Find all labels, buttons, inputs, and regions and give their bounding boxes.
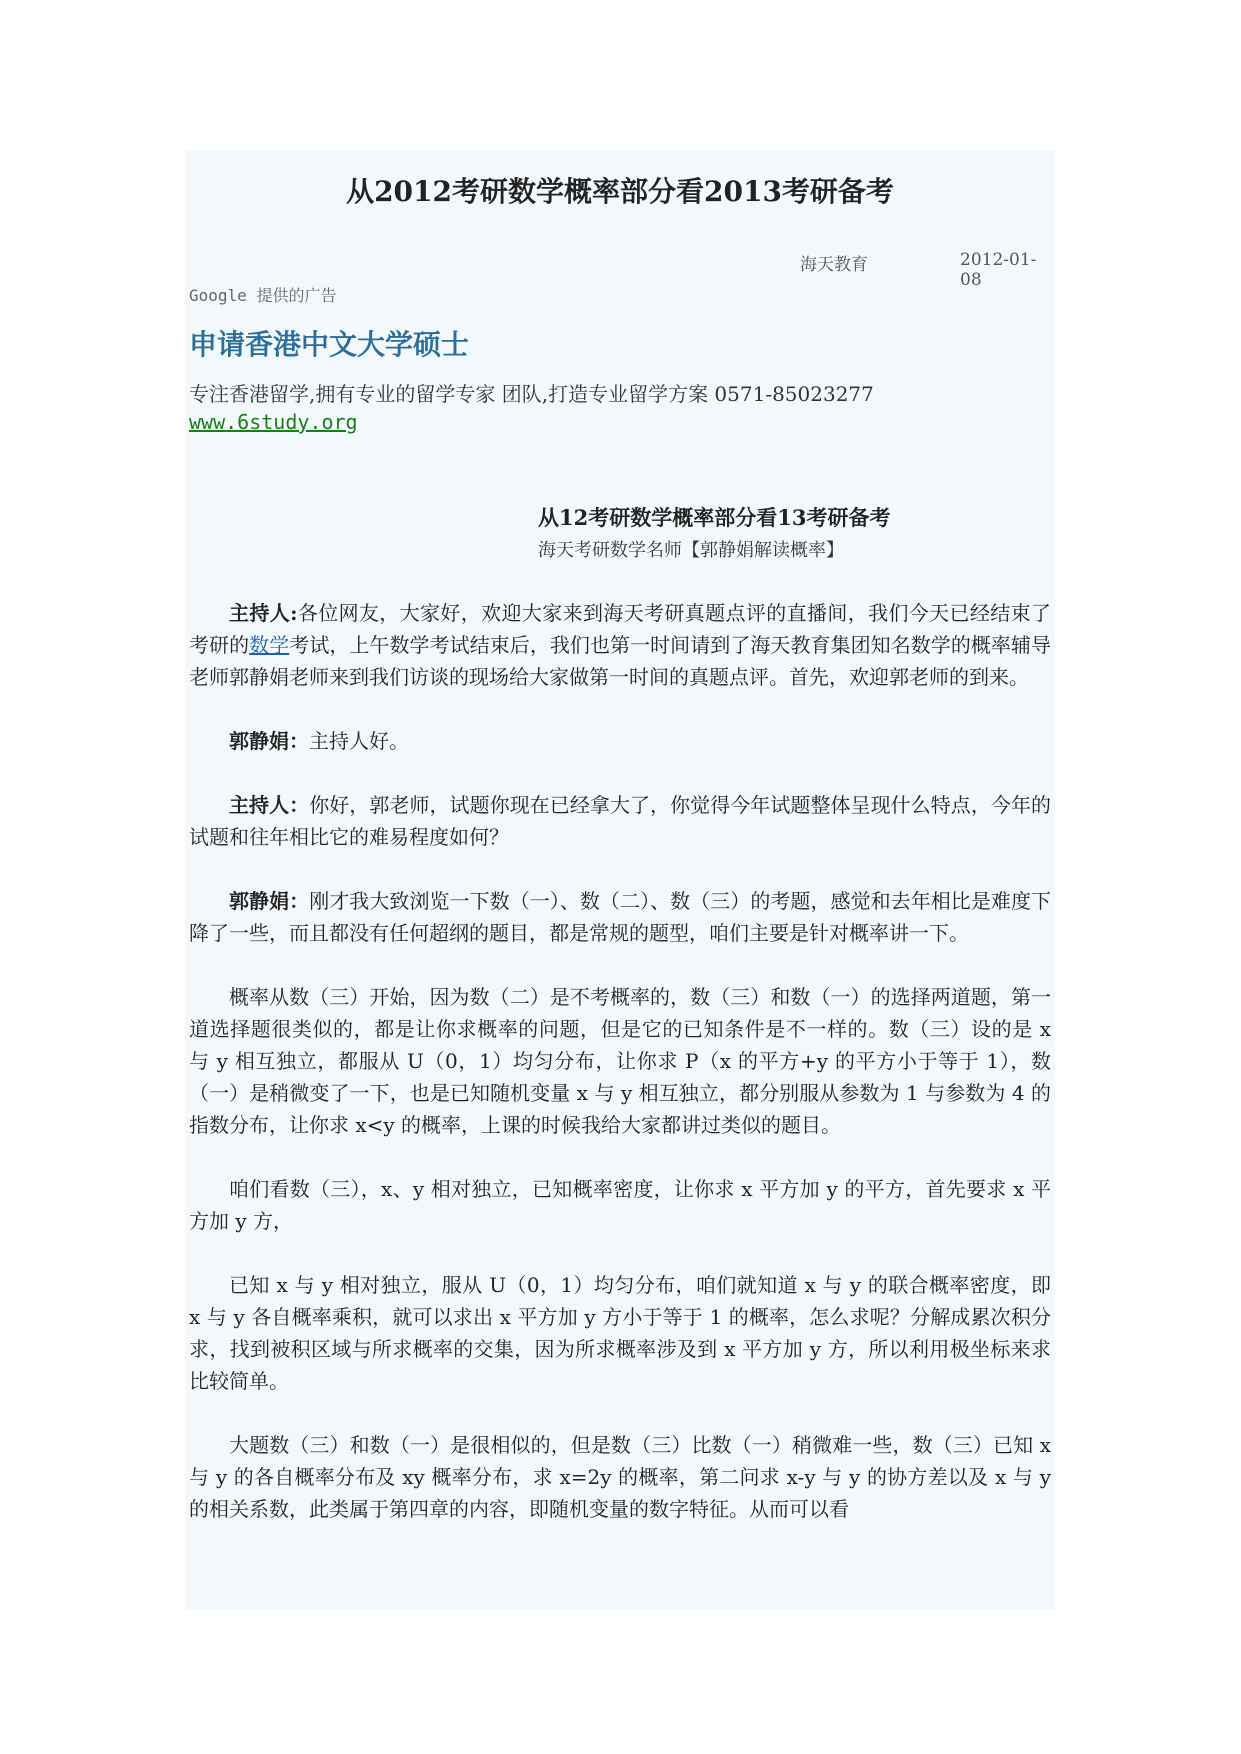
paragraph-host-intro — [189, 597, 1051, 693]
article-date: 2012-01-08 — [960, 250, 1037, 290]
ad-label-suffix: 提供的广告 — [256, 286, 337, 305]
ad-description: 专注香港留学,拥有专业的留学专家 团队,打造专业留学方案 0571-85023277 — [189, 382, 874, 406]
paragraph-host-question — [189, 789, 1051, 853]
paragraph-text: 考试，上午数学考试结束后，我们也第一时间请到了海天教育集团知名数学的概率辅导老师郭静娟老师来到我们访谈的现场给大家做第一时间的真题点评。首先，欢迎郭老师的到来。 — [189, 633, 1052, 689]
article-source: 海天教育 — [800, 255, 868, 275]
paragraph-math3-analysis: 咱们看数（三），x、y 相对独立，已知概率密度，让你求 x 平方加 y 的平方，首先要求 x 平方加 y 方， — [189, 1177, 1051, 1233]
speaker-label: 主持人： — [229, 793, 310, 817]
speaker-label: 主持人: — [229, 601, 298, 625]
paragraph-probability-overview: 概率从数（三）开始，因为数（二）是不考概率的，数（三）和数（一）的选择两道题，第一道选择题很类似的，都是让你求概率的问题，但是它的已知条件是不一样的。数（三）设的是 x 与 y 相互独立，都服从 U（0，1）均匀分布，让你求 P（x 的平方+y 的平方小于等于 1），数（一）是稍微变了一下，也是已知随机变量 x 与 y 相互独立，都分别服从参数为 1 与参数为 4 的指数分布，让你求 x<y 的概率，上课的时候我给大家都讲过类似的题目。 — [189, 985, 1051, 1137]
speaker-label: 郭静娟： — [229, 889, 310, 913]
paragraph-text: 刚才我大致浏览一下数（一）、数（二）、数（三）的考题，感觉和去年相比是难度下降了一些，而且都没有任何超纲的题目，都是常规的题型，咱们主要是针对概率讲一下。 — [189, 889, 1052, 945]
ad-label-prefix: Google — [189, 286, 247, 305]
ad-url-link[interactable]: www.6study.org — [189, 410, 358, 434]
paragraph-joint-density: 已知 x 与 y 相对独立，服从 U（0，1）均匀分布，咱们就知道 x 与 y 的联合概率密度，即 x 与 y 各自概率乘积，就可以求出 x 平方加 y 方小于等于 1 的概率，怎么求呢？分解成累次积分求，找到被积区域与所求概率的交集，因为所求概率涉及到 x 平方加 y 方，所以利用极坐标来求比较简单。 — [189, 1273, 1051, 1393]
ad-label — [189, 283, 336, 306]
paragraph-guest-answer — [189, 885, 1051, 949]
paragraph-text: 你好，郭老师，试题你现在已经拿大了，你觉得今年试题整体呈现什么特点，今年的试题和往年相比它的难易程度如何？ — [189, 793, 1052, 849]
document-page — [185, 150, 1055, 1610]
paragraph-text: 主持人好。 — [309, 729, 409, 753]
paragraph-guest-greeting — [189, 725, 1051, 757]
article-body — [189, 597, 1051, 1557]
interview-author: 海天考研数学名师【郭静娟解读概率】 — [538, 540, 844, 561]
speaker-label: 郭静娟： — [229, 729, 309, 753]
math-keyword-link[interactable]: 数学 — [249, 633, 290, 657]
article-title: 从2012考研数学概率部分看2013考研备考 — [346, 175, 894, 208]
paragraph-text: 各位网友，大家好，欢迎大家来到海天考研真题点评的直播间，我们今天已经结束了考研的 — [189, 601, 1051, 657]
paragraph-big-question: 大题数（三）和数（一）是很相似的，但是数（三）比数（一）稍微难一些，数（三）已知 x 与 y 的各自概率分布及 xy 概率分布，求 x=2y 的概率，第二问求 x-y 与 y 的协方差以及 x 与 y 的相关系数，此类属于第四章的内容，即随机变量的数字特征。从而可以看 — [189, 1433, 1051, 1521]
interview-title: 从12考研数学概率部分看13考研备考 — [538, 505, 891, 530]
ad-title-link[interactable]: 申请香港中文大学硕士 — [189, 328, 470, 361]
